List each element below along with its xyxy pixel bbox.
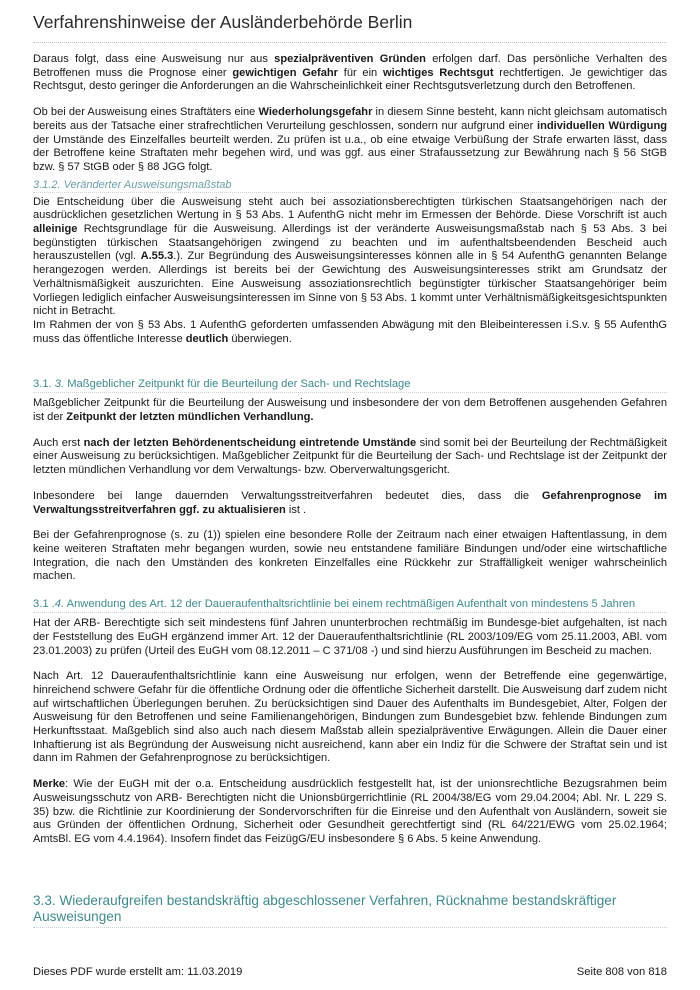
text-run: in diesem Sinne besteht, kann nicht gleichsam automatisch bereits aus der Tatsache einer strafrechtlichen Verurteilung geschlossen, sondern nur aufgrund einer (33, 106, 667, 132)
paragraph-zeitpunkt (33, 397, 667, 424)
paragraph-ausweisungsmassstab (33, 196, 667, 319)
text-run: : Wie der EuGH mit der o.a. Entscheidung ausdrücklich festgestellt hat, ist der unionsrechtliche Bezugsrahmen beim Ausweisungsschutz von ARB- Berechtigten nicht die Unionsbürgerrichtlinie (RL 2004/38/EG vom 29.04.2004; Abl. Nr. L 229 S. 35) bzw. die Richtlinie zur Koordinierung der Sondervorschriften für die Einreise und den Aufenthalt von Ausländern, soweit sie aus Gründen der öffentlichen Ordnung, Sicherheit oder Gesundheit gerechtfertigt sind (RL 64/221/EWG vom 25.02.1964; AmtsBl. EG vom 4.4.1964). Insofern findet das FeizügG/EU insbesondere § 6 Abs. 5 keine Anwendung. (33, 778, 667, 845)
document-body (33, 53, 667, 928)
text-run: erfolgen darf. Das persönliche Verhalten des Betroffenen muss die Prognose einer (33, 53, 668, 79)
text-run: sind somit bei der Beurteilung der Rechtmäßigkeit einer Ausweisung zu berücksichtigen. Maßgeblicher Zeitpunkt für die Beurteilung der Sach- und Rechtslage ist der Zeitpunkt der letzten mündlichen Verhandlung vor dem Verwaltungs- bzw. Oberverwaltungsgericht. (33, 436, 667, 477)
paragraph-umstaende (33, 437, 667, 478)
text-run: Inbesondere bei lange dauernden Verwaltungsstreitverfahren bedeutet dies, dass die (33, 489, 542, 502)
text-run: für ein (337, 66, 383, 79)
bold-phrase: nach der letzten Behördenentscheidung eintretende Umstände (83, 436, 417, 449)
heading-3-1-2: 3.1.2. Veränderter Ausweisungsmaßstab (33, 179, 667, 193)
bold-phrase: deutlich (185, 332, 229, 345)
bold-phrase: wichtiges Rechtsgut (382, 66, 494, 79)
paragraph-gefahrenprognose-aktualisieren (33, 490, 667, 517)
bold-phrase: Merke (33, 778, 66, 791)
heading-3-3: 3.3. Wiederaufgreifen bestandskräftig abgeschlossener Verfahren, Rücknahme bestandskräftiger Ausweisungen (33, 893, 667, 928)
paragraph-abwaegung (33, 319, 667, 346)
page-header-title: Verfahrenshinweise der Ausländerbehörde Berlin (33, 12, 667, 43)
heading-3-1-4 (33, 598, 667, 613)
bold-phrase: gewichtigen Gefahr (232, 66, 338, 79)
bold-phrase: Zeitpunkt der letzten mündlichen Verhandlung. (66, 411, 314, 424)
paragraph-haftentlassung: Bei der Gefahrenprognose (s. zu (1)) spielen eine besondere Rolle der Zeitraum nach einer etwaigen Haftentlassung, in dem keine weiteren Straftaten mehr begangen wurden, sowie neu entstandene familiäre Bindungen und/oder eine wirtschaftliche Integration, die nach den Umständen des konkreten Einzelfalles eine Rückkehr zur Straffälligkeit weniger wahrscheinlich machen. (33, 529, 667, 583)
bold-phrase: alleinige (33, 223, 78, 236)
bold-phrase: Wiederholungsgefahr (258, 106, 373, 119)
heading-text: Anwendung des Art. 12 der Daueraufenthaltsrichtlinie bei einem rechtmäßigen Aufenthalt von mindestens 5 Jahren (64, 598, 636, 611)
bold-phrase: individuellen Würdigung (536, 119, 667, 132)
heading-text: Maßgeblicher Zeitpunkt für die Beurteilung der Sach- und Rechtslage (64, 378, 411, 391)
text-run: Rechtsgrundlage für die Ausweisung. Allerdings ist der veränderte Ausweisungsmaßstab nach § 53 Abs. 3 bei begünstigten türkischen Staatsangehörigen zwingend zu beachten und im aufenthaltsbeendenden Bescheid auch herauszustellen (vgl. (33, 223, 667, 263)
text-run: Maßgeblicher Zeitpunkt für die Beurteilung der Ausweisung und insbesondere der von dem Betroffenen ausgehenden Gefahren ist der (33, 397, 667, 424)
text-run: Im Rahmen der von § 53 Abs. 1 AufenthG geforderten umfassenden Abwägung mit den Bleibeinteressen i.S.v. § 55 AufenthG muss das öffentliche Interesse (33, 318, 667, 345)
heading-number: 3.1. (33, 378, 55, 391)
bold-phrase: spezialpräventiven Gründen (274, 53, 426, 65)
text-run: .). Zur Begründung des Ausweisungsinteresses können alle in § 54 AufenthG genannten Belange herangezogen werden. Allerdings ist bereits bei der Gewichtung des Ausweisungsinteresses strikt am Grundsatz der Verhältnismäßigkeit auszurichten. Eine Ausweisung assoziationsrechtlich begünstigter türkischer Staatsangehöriger beim Vorliegen lediglich einfacher Ausweisungsinteressen im Sinne von § 53 Abs. 1 kommt unter Verhältnismäßigkeitsgesichtspunkten nicht in Betracht. (33, 250, 667, 318)
bold-phrase: A.55.3 (140, 250, 174, 263)
bold-phrase: Gefahrenprognose im Verwaltungsstreitverfahren ggf. zu aktualisieren (33, 489, 667, 516)
text-run: Auch erst (33, 436, 84, 449)
text-run: Ob bei der Ausweisung eines Straftäters eine (33, 106, 259, 119)
text-run: ist . (285, 503, 307, 516)
heading-3-1-3 (33, 378, 667, 393)
text-run: überwiegen. (228, 332, 292, 345)
text-run: rechtfertigen. Je gewichtiger das Rechtsgut, desto geringer die Anforderungen an die Wahrscheinlichkeit einer Rechtsgutsverletzung durch den Betroffenen. (33, 66, 667, 93)
heading-number-italic: 4. (54, 598, 65, 611)
heading-number: 3.1 . (33, 598, 55, 611)
heading-number-italic: 3. (54, 378, 65, 391)
paragraph-merke (33, 778, 667, 847)
text-run: Die Entscheidung über die Ausweisung steht auch bei assoziationsberechtigten türkischen Staatsangehörigen nach der ausdrücklichen gesetzlichen Wertung in § 53 Abs. 1 AufenthG nicht mehr im Ermessen der Behörde. Diese Vorschrift ist auch (33, 195, 667, 222)
paragraph-art-12: Nach Art. 12 Daueraufenthaltsrichtlinie kann eine Ausweisung nur erfolgen, wenn der Betreffende eine gegenwärtige, hinreichend schwere Gefahr für die öffentliche Ordnung oder die öffentliche Sicherheit darstellt. Die Ausweisung darf zudem nicht auf wirtschaftlichen Überlegungen beruhen. Zu berücksichtigen sind Dauer des Aufenthalts im Bundesgebiet, Alter, Folgen der Ausweisung für den Betroffenen und seine Familienangehörigen, Bindungen zum Bundesgebiet bzw. fehlende Bindungen zum Herkunftsstaat. Maßgeblich sind also auch nach diesem Maßstab allein spezialpräventive Erwägungen. Allein die Dauer einer Inhaftierung ist als Begründung der Ausweisung nicht ausreichend, kann aber ein Indiz für die Schwere der Straftat sein und ist dann im Rahmen der Gefahrenprognose zu berücksichtigen. (33, 670, 667, 765)
text-run: Daraus folgt, dass eine Ausweisung nur aus (33, 53, 275, 65)
text-run: der Umstände des Einzelfalles beurteilt werden. Zu prüfen ist u.a., ob eine etwaige Verbüßung der Strafe erwarten lässt, dass der Betroffene keine Straftaten mehr begehen wird, und was ggf. aus einer Strafaussetzung zur Bewährung nach § 56 StGB bzw. § 57 StGB oder § 88 JGG folgt. (33, 133, 667, 173)
paragraph-spezialpraevention (33, 53, 667, 94)
paragraph-wiederholungsgefahr (33, 106, 667, 175)
paragraph-arb-berechtigte: Hat der ARB- Berechtigte sich seit mindestens fünf Jahren ununterbrochen rechtmäßig im Bundesge-biet aufgehalten, ist nach der Feststellung des EuGH ergänzend immer Art. 12 der Daueraufenthaltsrichtlinie (RL 2003/109/EG vom 25.11.2003, ABl. vom 23.01.2003) zu prüfen (Urteil des EuGH vom 08.12.2011 – C 371/08 -) und sind hierzu Ausführungen im Bescheid zu machen. (33, 617, 667, 657)
footer-created-date: Dieses PDF wurde erstellt am: 11.03.2019 (33, 966, 243, 978)
footer-page-number: Seite 808 von 818 (576, 966, 667, 978)
